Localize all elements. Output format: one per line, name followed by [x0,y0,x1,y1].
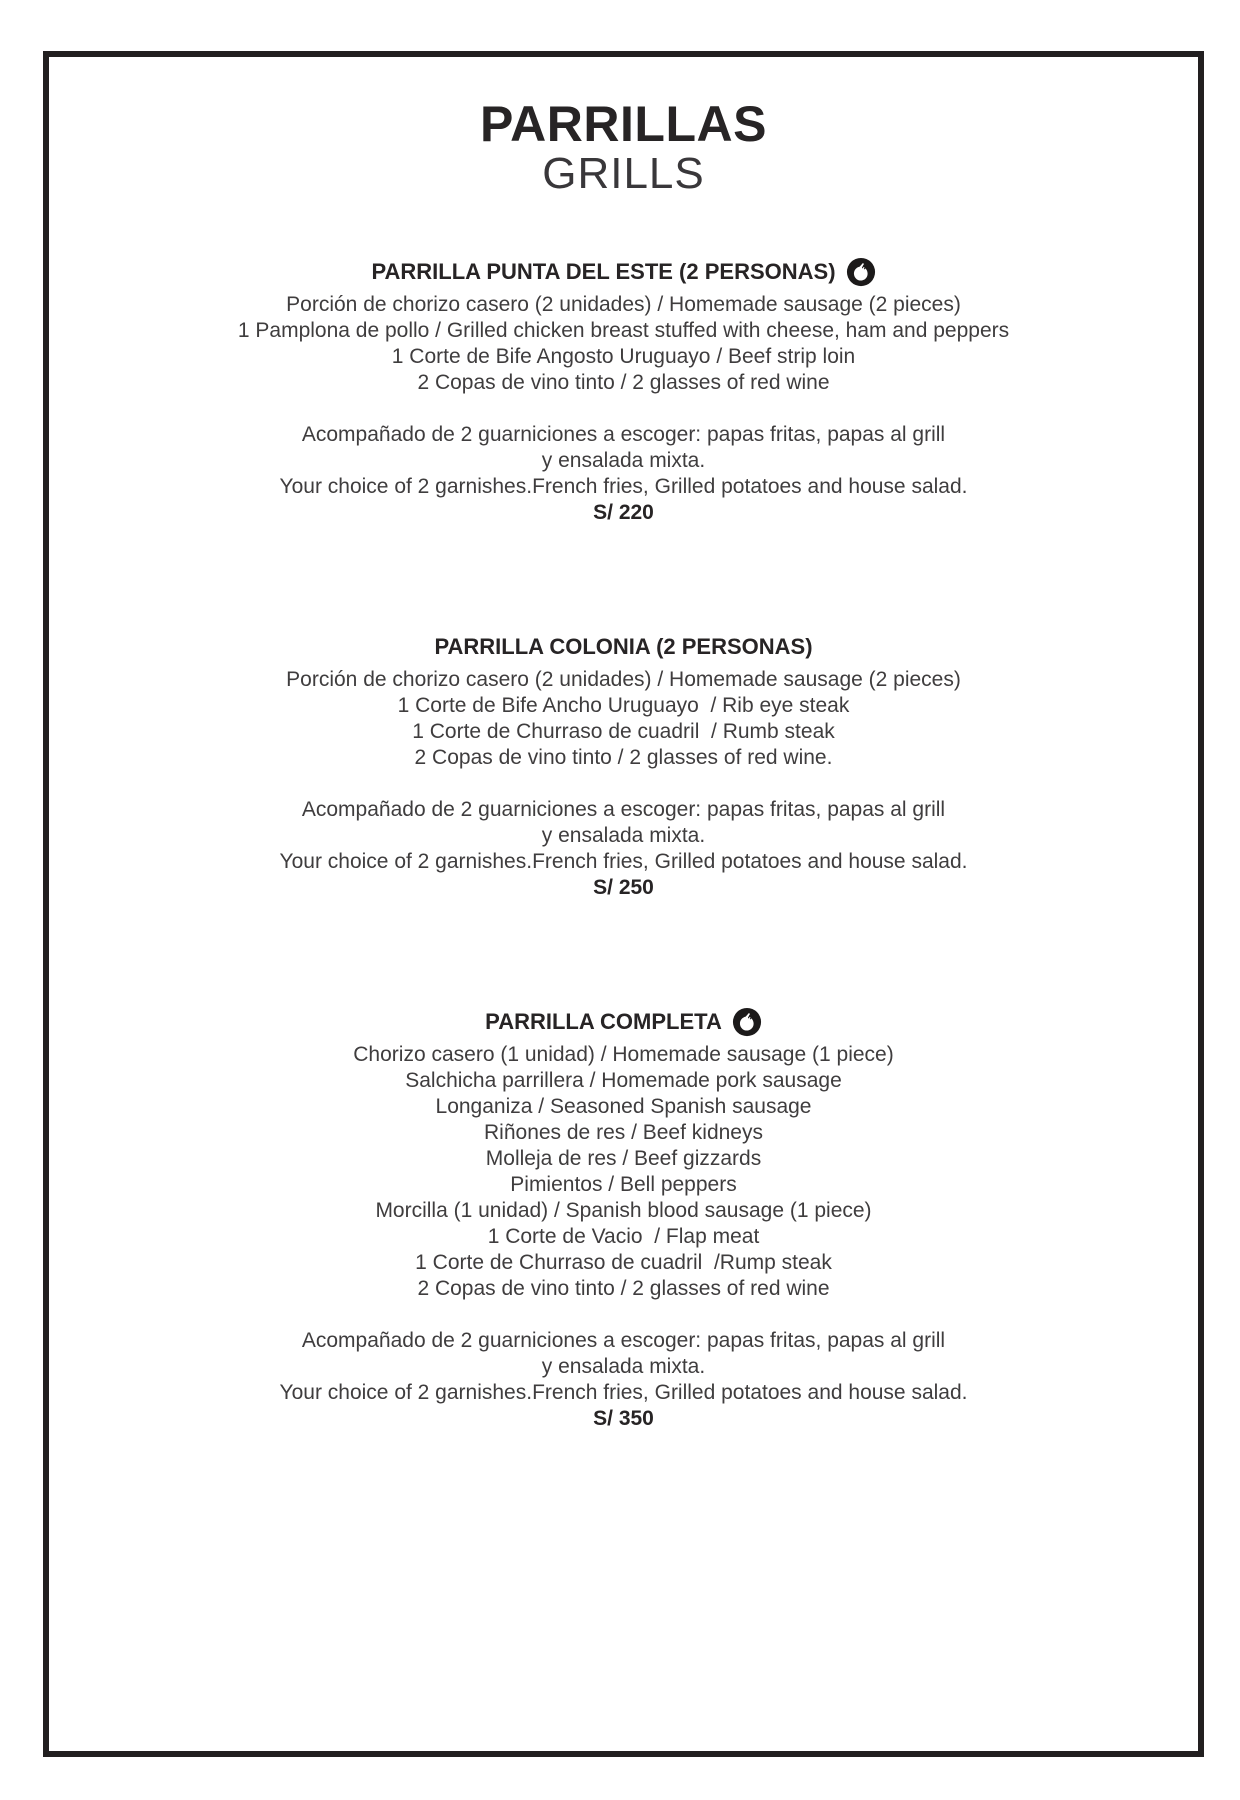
garnish-line: Acompañado de 2 guarniciones a escoger: papas fritas, papas al grill [301,1329,946,1353]
menu-item-line: Morcilla (1 unidad) / Spanish blood sausage (1 piece) [375,1199,872,1223]
garnish-line: Acompañado de 2 guarniciones a escoger: papas fritas, papas al grill [301,423,946,447]
menu-item-line: 1 Corte de Bife Angosto Uruguayo / Beef strip loin [391,345,856,369]
section-parrilla-completa [49,1007,1198,1432]
garnish-line: Your choice of 2 garnishes.French fries, Grilled potatoes and house salad. [279,475,968,499]
menu-item-line: Chorizo casero (1 unidad) / Homemade sausage (1 piece) [353,1043,894,1067]
garnish-line: Your choice of 2 garnishes.French fries, Grilled potatoes and house salad. [279,850,968,874]
signature-dish-icon [732,1007,762,1037]
menu-item-line: 2 Copas de vino tinto / 2 glasses of red wine [417,371,830,395]
section-heading-row [49,257,1198,287]
menu-item-line: Molleja de res / Beef gizzards [485,1147,762,1171]
section-parrilla-colonia [49,632,1198,901]
garnish-line: y ensalada mixta. [541,824,706,848]
price-label: S/ 350 [593,1407,654,1431]
menu-title: PARRILLAS [480,96,767,152]
menu-item-line: Longaniza / Seasoned Spanish sausage [435,1095,812,1119]
garnish-line: Your choice of 2 garnishes.French fries, Grilled potatoes and house salad. [279,1381,968,1405]
page-border-frame [43,51,1204,1757]
garnish-block [49,1328,1198,1432]
section-heading: PARRILLA COLONIA (2 PERSONAS) [434,634,813,660]
section-heading-row [49,1007,1198,1037]
section-heading-row [49,632,1198,662]
menu-item-line: Salchicha parrillera / Homemade pork sausage [405,1069,842,1093]
menu-item-line: Pimientos / Bell peppers [510,1173,737,1197]
section-parrilla-punta-del-este [49,257,1198,526]
garnish-line: y ensalada mixta. [541,449,706,473]
price-label: S/ 220 [593,501,654,525]
section-heading: PARRILLA PUNTA DEL ESTE (2 PERSONAS) [371,259,836,285]
menu-item-line: 2 Copas de vino tinto / 2 glasses of red wine. [414,746,833,770]
menu-item-line: 1 Corte de Vacio / Flap meat [487,1225,760,1249]
price-label: S/ 250 [593,876,654,900]
menu-item-line: Porción de chorizo casero (2 unidades) / Homemade sausage (2 pieces) [286,293,961,317]
menu-subtitle: GRILLS [542,149,705,198]
section-heading: PARRILLA COMPLETA [485,1009,722,1035]
signature-dish-icon [846,257,876,287]
garnish-block [49,422,1198,526]
menu-item-line: 1 Corte de Bife Ancho Uruguayo / Rib eye steak [397,694,850,718]
menu-item-line: 1 Corte de Churraso de cuadril / Rumb steak [412,720,835,744]
menu-item-line: 2 Copas de vino tinto / 2 glasses of red wine [417,1277,830,1301]
garnish-line: Acompañado de 2 guarniciones a escoger: papas fritas, papas al grill [301,798,946,822]
garnish-block [49,797,1198,901]
menu-item-line: Porción de chorizo casero (2 unidades) / Homemade sausage (2 pieces) [286,668,961,692]
menu-item-line: Riñones de res / Beef kidneys [484,1121,763,1145]
menu-item-line: 1 Corte de Churraso de cuadril /Rump steak [415,1251,832,1275]
garnish-line: y ensalada mixta. [541,1355,706,1379]
menu-item-line: 1 Pamplona de pollo / Grilled chicken breast stuffed with cheese, ham and peppers [237,319,1010,343]
